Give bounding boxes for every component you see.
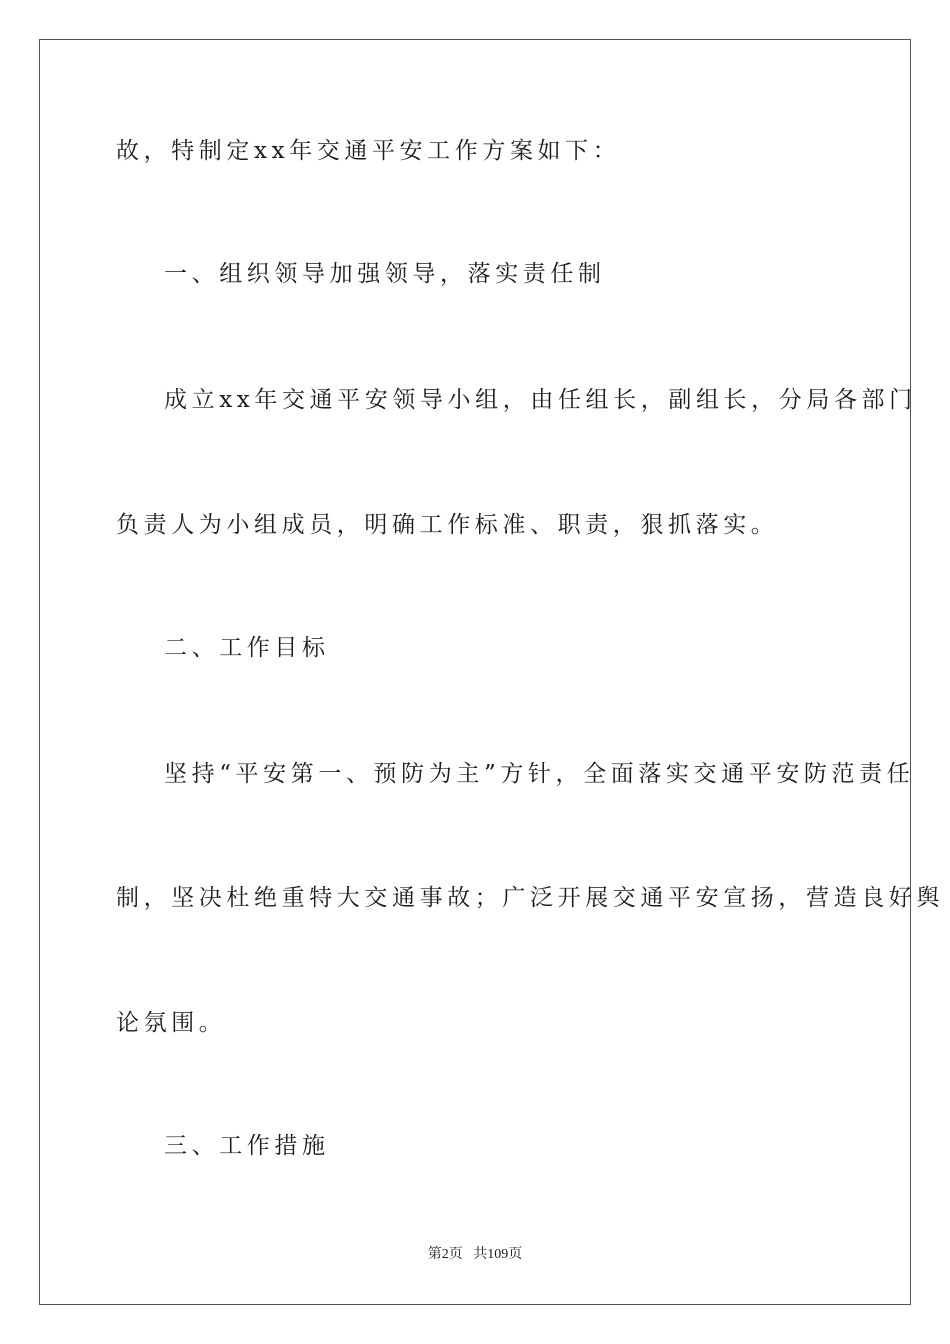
paragraph-line: 制，坚决杜绝重特大交通事故；广泛开展交通平安宣扬，营造良好舆	[116, 885, 944, 911]
paragraph-line: 负责人为小组成员，明确工作标准、职责，狠抓落实。	[116, 512, 779, 538]
page-number: 第2页	[427, 1247, 463, 1262]
paragraph-line: 坚持“平安第一、预防为主”方针，全面落实交通平安防范责任	[164, 761, 915, 787]
section-heading-3: 三、工作措施	[164, 1133, 330, 1159]
paragraph-line: 论氛围。	[116, 1010, 227, 1036]
section-heading-1: 一、组织领导加强领导，落实责任制	[164, 261, 606, 287]
page-footer	[0, 1246, 950, 1264]
section-heading-2: 二、工作目标	[164, 635, 330, 661]
page-total: 共109页	[473, 1247, 523, 1262]
page-border	[39, 39, 911, 1305]
paragraph-line: 故，特制定xx年交通平安工作方案如下：	[116, 138, 621, 164]
paragraph-line: 成立xx年交通平安领导小组，由任组长，副组长，分局各部门	[164, 387, 917, 413]
